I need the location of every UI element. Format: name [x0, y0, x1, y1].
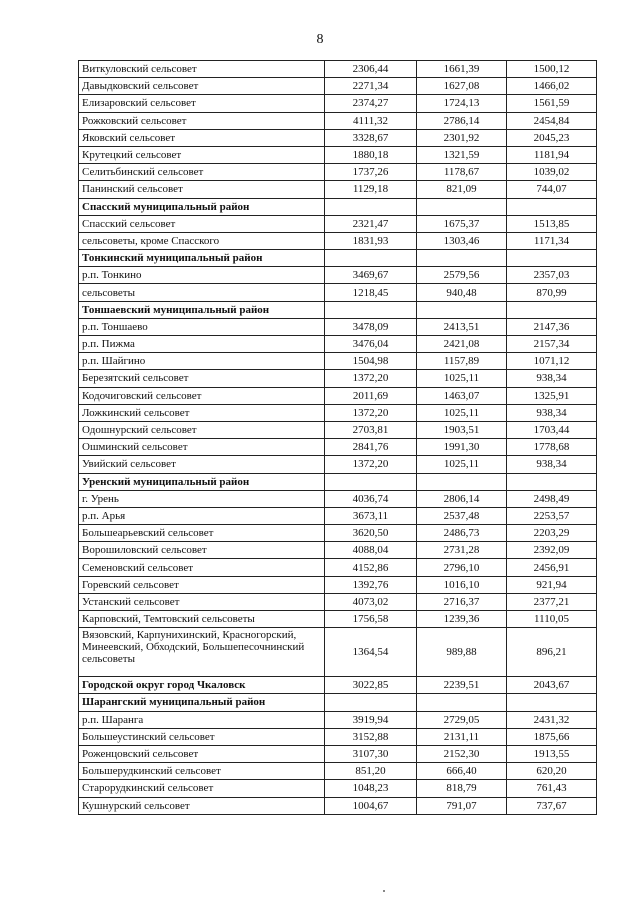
value-col-1: 1004,67 [325, 797, 417, 814]
value-col-3 [507, 301, 597, 318]
value-col-3: 2147,36 [507, 318, 597, 335]
table-row [79, 146, 597, 163]
value-col-2: 2731,28 [417, 542, 507, 559]
value-col-2: 791,07 [417, 797, 507, 814]
value-col-2: 1627,08 [417, 78, 507, 95]
row-name: Устанский сельсовет [79, 593, 325, 610]
value-col-1: 3919,94 [325, 711, 417, 728]
row-name: р.п. Тонкино [79, 267, 325, 284]
value-col-3: 921,94 [507, 576, 597, 593]
row-name: Горевский сельсовет [79, 576, 325, 593]
value-col-2: 2786,14 [417, 112, 507, 129]
value-col-1: 4152,86 [325, 559, 417, 576]
row-name: р.п. Тоншаево [79, 318, 325, 335]
row-name: Крутецкий сельсовет [79, 146, 325, 163]
value-col-1: 3107,30 [325, 745, 417, 762]
table-row [79, 542, 597, 559]
value-col-1 [325, 198, 417, 215]
value-col-1: 1392,76 [325, 576, 417, 593]
row-name: Елизаровский сельсовет [79, 95, 325, 112]
value-col-2: 1025,11 [417, 370, 507, 387]
table-row [79, 284, 597, 301]
value-col-1: 1372,20 [325, 456, 417, 473]
value-col-3: 938,34 [507, 370, 597, 387]
value-col-3: 2498,49 [507, 490, 597, 507]
table-row [79, 78, 597, 95]
table-row [79, 456, 597, 473]
value-col-3: 938,34 [507, 404, 597, 421]
value-col-3: 938,34 [507, 456, 597, 473]
value-col-2: 2131,11 [417, 728, 507, 745]
value-col-2 [417, 473, 507, 490]
table-row [79, 439, 597, 456]
row-name: Спасский муниципальный район [79, 198, 325, 215]
value-col-2: 1661,39 [417, 61, 507, 78]
table-row [79, 164, 597, 181]
value-col-1: 3478,09 [325, 318, 417, 335]
row-name: Селитьбинский сельсовет [79, 164, 325, 181]
value-col-2: 1239,36 [417, 611, 507, 628]
value-col-2: 1321,59 [417, 146, 507, 163]
value-col-3: 1513,85 [507, 215, 597, 232]
value-col-3: 1703,44 [507, 421, 597, 438]
value-col-1: 3673,11 [325, 507, 417, 524]
row-name: Большеустинский сельсовет [79, 728, 325, 745]
value-col-1: 1756,58 [325, 611, 417, 628]
table-row [79, 490, 597, 507]
value-col-2: 940,48 [417, 284, 507, 301]
value-col-2 [417, 301, 507, 318]
value-col-3: 620,20 [507, 763, 597, 780]
value-col-2: 1157,89 [417, 353, 507, 370]
table-body [79, 61, 597, 815]
value-col-3: 2203,29 [507, 525, 597, 542]
row-name: Березятский сельсовет [79, 370, 325, 387]
value-col-3 [507, 198, 597, 215]
table-row [79, 507, 597, 524]
value-col-2: 2796,10 [417, 559, 507, 576]
value-col-1: 1218,45 [325, 284, 417, 301]
value-col-3 [507, 694, 597, 711]
value-col-1: 1737,26 [325, 164, 417, 181]
row-name: р.п. Пижма [79, 336, 325, 353]
row-name: р.п. Шаранга [79, 711, 325, 728]
row-name: сельсоветы [79, 284, 325, 301]
table-row [79, 593, 597, 610]
table-row [79, 318, 597, 335]
row-name: Кушнурский сельсовет [79, 797, 325, 814]
row-name: Семеновский сельсовет [79, 559, 325, 576]
section-row [79, 694, 597, 711]
value-col-1: 2011,69 [325, 387, 417, 404]
section-row [79, 198, 597, 215]
value-col-3: 1325,91 [507, 387, 597, 404]
value-col-1: 1129,18 [325, 181, 417, 198]
value-col-2: 989,88 [417, 628, 507, 677]
row-name: Ворошиловский сельсовет [79, 542, 325, 559]
row-name: Тоншаевский муниципальный район [79, 301, 325, 318]
value-col-2: 1025,11 [417, 456, 507, 473]
row-name: Спасский сельсовет [79, 215, 325, 232]
table-row [79, 745, 597, 762]
value-col-3: 1875,66 [507, 728, 597, 745]
scan-dot [383, 890, 385, 892]
table-row [79, 95, 597, 112]
value-col-1: 1831,93 [325, 232, 417, 249]
value-col-2: 666,40 [417, 763, 507, 780]
value-col-3: 1466,02 [507, 78, 597, 95]
row-name: Ошминский сельсовет [79, 439, 325, 456]
value-col-3: 2045,23 [507, 129, 597, 146]
value-col-3 [507, 250, 597, 267]
value-col-2: 1025,11 [417, 404, 507, 421]
row-name: Виткуловский сельсовет [79, 61, 325, 78]
row-name: Кодочиговский сельсовет [79, 387, 325, 404]
value-col-2: 2486,73 [417, 525, 507, 542]
value-col-1 [325, 694, 417, 711]
row-name: р.п. Шайгино [79, 353, 325, 370]
value-col-1: 4111,32 [325, 112, 417, 129]
row-name: Одошнурский сельсовет [79, 421, 325, 438]
value-col-3: 1500,12 [507, 61, 597, 78]
table-row [79, 267, 597, 284]
value-col-3: 2357,03 [507, 267, 597, 284]
value-col-1: 4088,04 [325, 542, 417, 559]
value-col-1: 3022,85 [325, 677, 417, 694]
value-col-1: 1364,54 [325, 628, 417, 677]
table-row [79, 215, 597, 232]
value-col-3: 1039,02 [507, 164, 597, 181]
table-row [79, 181, 597, 198]
row-name: Роженцовский сельсовет [79, 745, 325, 762]
value-col-1: 3328,67 [325, 129, 417, 146]
value-col-1: 2374,27 [325, 95, 417, 112]
table-row [79, 353, 597, 370]
value-col-2: 1016,10 [417, 576, 507, 593]
section-row [79, 473, 597, 490]
value-col-3: 1778,68 [507, 439, 597, 456]
row-name: Тонкинский муниципальный район [79, 250, 325, 267]
value-col-2: 821,09 [417, 181, 507, 198]
value-col-2: 2806,14 [417, 490, 507, 507]
row-name: Шарангский муниципальный район [79, 694, 325, 711]
value-col-1 [325, 250, 417, 267]
value-col-3: 1913,55 [507, 745, 597, 762]
row-name: сельсоветы, кроме Спасского [79, 232, 325, 249]
table-row [79, 525, 597, 542]
table-row [79, 370, 597, 387]
value-col-1: 3152,88 [325, 728, 417, 745]
row-name: Городской округ город Чкаловск [79, 677, 325, 694]
value-col-3 [507, 473, 597, 490]
table-row [79, 628, 597, 677]
row-name: Карповский, Темтовский сельсоветы [79, 611, 325, 628]
value-col-2: 1463,07 [417, 387, 507, 404]
value-col-1: 2321,47 [325, 215, 417, 232]
value-col-2: 2239,51 [417, 677, 507, 694]
value-col-2: 2152,30 [417, 745, 507, 762]
value-col-3: 2157,34 [507, 336, 597, 353]
value-col-2: 2579,56 [417, 267, 507, 284]
row-name: Большерудкинский сельсовет [79, 763, 325, 780]
value-col-1 [325, 301, 417, 318]
section-row [79, 677, 597, 694]
value-col-2 [417, 250, 507, 267]
page-number: 8 [316, 32, 324, 47]
value-col-2: 2413,51 [417, 318, 507, 335]
value-col-2: 2301,92 [417, 129, 507, 146]
table-row [79, 232, 597, 249]
value-col-3: 870,99 [507, 284, 597, 301]
value-col-3: 2253,57 [507, 507, 597, 524]
value-col-3: 1071,12 [507, 353, 597, 370]
value-col-3: 1561,59 [507, 95, 597, 112]
table-row [79, 763, 597, 780]
value-col-3: 896,21 [507, 628, 597, 677]
value-col-2: 2421,08 [417, 336, 507, 353]
table-row [79, 611, 597, 628]
table-row [79, 61, 597, 78]
value-col-3: 2377,21 [507, 593, 597, 610]
row-name: г. Урень [79, 490, 325, 507]
value-col-1: 1504,98 [325, 353, 417, 370]
value-col-1: 2703,81 [325, 421, 417, 438]
value-col-1: 1372,20 [325, 370, 417, 387]
value-col-1: 851,20 [325, 763, 417, 780]
table-row [79, 728, 597, 745]
row-name: Ложкинский сельсовет [79, 404, 325, 421]
value-col-2: 1724,13 [417, 95, 507, 112]
value-col-2: 818,79 [417, 780, 507, 797]
value-col-2: 2716,37 [417, 593, 507, 610]
value-col-3: 761,43 [507, 780, 597, 797]
row-name: Яковский сельсовет [79, 129, 325, 146]
value-col-1 [325, 473, 417, 490]
value-col-2: 1675,37 [417, 215, 507, 232]
value-col-1: 3469,67 [325, 267, 417, 284]
value-col-3: 2454,84 [507, 112, 597, 129]
value-col-3: 1171,34 [507, 232, 597, 249]
value-col-2: 2537,48 [417, 507, 507, 524]
row-name: Большеарьевский сельсовет [79, 525, 325, 542]
value-col-1: 4073,02 [325, 593, 417, 610]
row-name: Увийский сельсовет [79, 456, 325, 473]
value-col-3: 737,67 [507, 797, 597, 814]
value-col-2 [417, 198, 507, 215]
value-col-3: 744,07 [507, 181, 597, 198]
table-row [79, 711, 597, 728]
value-col-1: 1880,18 [325, 146, 417, 163]
table-row [79, 559, 597, 576]
value-col-3: 2043,67 [507, 677, 597, 694]
table-row [79, 576, 597, 593]
row-name: Уренский муниципальный район [79, 473, 325, 490]
table-row [79, 129, 597, 146]
value-col-1: 2306,44 [325, 61, 417, 78]
table-row [79, 421, 597, 438]
table-row [79, 404, 597, 421]
value-col-2: 1903,51 [417, 421, 507, 438]
value-col-3: 2431,32 [507, 711, 597, 728]
value-col-2: 2729,05 [417, 711, 507, 728]
value-col-2: 1303,46 [417, 232, 507, 249]
table-row [79, 780, 597, 797]
row-name: Панинский сельсовет [79, 181, 325, 198]
row-name: р.п. Арья [79, 507, 325, 524]
value-col-1: 1372,20 [325, 404, 417, 421]
value-col-1: 2841,76 [325, 439, 417, 456]
value-col-3: 2392,09 [507, 542, 597, 559]
row-name: Старорудкинский сельсовет [79, 780, 325, 797]
value-col-2 [417, 694, 507, 711]
row-name: Рожковский сельсовет [79, 112, 325, 129]
table-row [79, 797, 597, 814]
row-name: Давыдковский сельсовет [79, 78, 325, 95]
value-col-1: 4036,74 [325, 490, 417, 507]
value-col-1: 1048,23 [325, 780, 417, 797]
value-col-3: 2456,91 [507, 559, 597, 576]
table-row [79, 112, 597, 129]
tariff-table [78, 60, 597, 815]
table-row [79, 387, 597, 404]
value-col-3: 1110,05 [507, 611, 597, 628]
value-col-3: 1181,94 [507, 146, 597, 163]
value-col-2: 1178,67 [417, 164, 507, 181]
table-row [79, 336, 597, 353]
section-row [79, 301, 597, 318]
value-col-1: 3476,04 [325, 336, 417, 353]
value-col-2: 1991,30 [417, 439, 507, 456]
value-col-1: 2271,34 [325, 78, 417, 95]
section-row [79, 250, 597, 267]
value-col-1: 3620,50 [325, 525, 417, 542]
row-name: Вязовский, Карпунихинский, Красногорский, Минеевский, Обходский, Большепесочнинский сельсоветы [79, 628, 325, 677]
